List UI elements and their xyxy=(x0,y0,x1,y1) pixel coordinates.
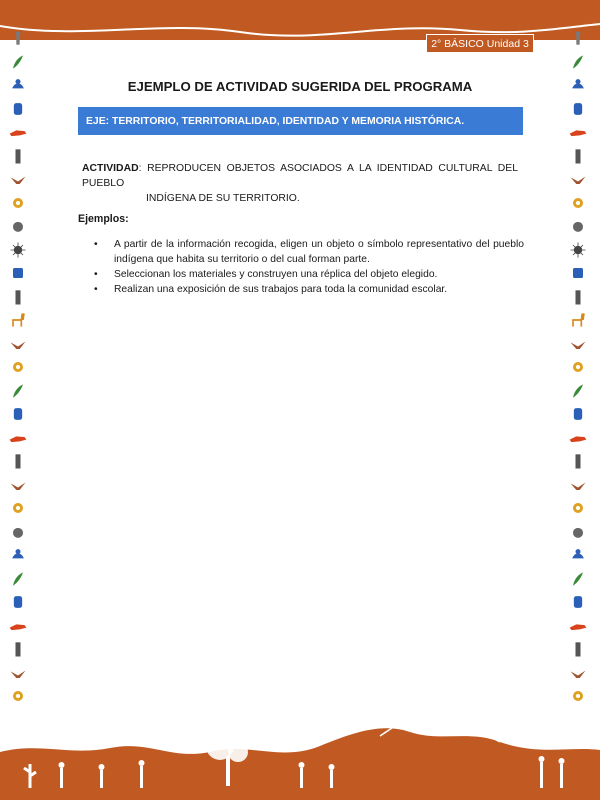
flower-icon xyxy=(6,686,30,706)
bird-icon xyxy=(260,728,272,732)
mask-icon xyxy=(566,592,590,612)
list-item-text: Seleccionan los materiales y construyen una réplica del objeto elegido. xyxy=(114,269,438,280)
fox-icon xyxy=(6,616,30,636)
flower-icon xyxy=(566,686,590,706)
fox-icon xyxy=(6,122,30,142)
bullet-icon: • xyxy=(94,269,98,280)
condor-icon xyxy=(566,169,590,189)
fox-icon xyxy=(566,122,590,142)
condor-icon xyxy=(6,663,30,683)
mask-icon xyxy=(6,404,30,424)
mask-icon xyxy=(566,99,590,119)
totem-icon xyxy=(6,146,30,166)
feather-icon xyxy=(566,569,590,589)
page-title: EJEMPLO DE ACTIVIDAD SUGERIDA DEL PROGRAMA xyxy=(127,79,473,94)
flower-icon xyxy=(6,193,30,213)
examples-title: Ejemplos: xyxy=(78,213,129,225)
pot-icon xyxy=(566,216,590,236)
pot-icon xyxy=(6,216,30,236)
fox-icon xyxy=(566,428,590,448)
bird-icon xyxy=(300,723,310,726)
pot-icon xyxy=(6,522,30,542)
bird-icon xyxy=(566,545,590,565)
feather-icon xyxy=(566,381,590,401)
llama-icon xyxy=(566,310,590,330)
feather-icon xyxy=(6,381,30,401)
flower-icon xyxy=(6,357,30,377)
totem-icon xyxy=(566,451,590,471)
condor-icon xyxy=(6,334,30,354)
bottom-landscape-decoration xyxy=(0,712,600,800)
figure-icon xyxy=(6,28,30,48)
mask-icon xyxy=(566,404,590,424)
activity-text-line1: : REPRODUCEN OBJETOS ASOCIADOS A LA IDENTIDAD CULTURAL DEL PUEBLO xyxy=(82,163,518,189)
activity-text-line2: INDÍGENA DE SU TERRITORIO. xyxy=(146,193,300,204)
fox-icon xyxy=(566,616,590,636)
flower-icon xyxy=(566,357,590,377)
bullet-icon: • xyxy=(94,284,98,295)
flower-icon xyxy=(566,193,590,213)
feather-icon xyxy=(6,52,30,72)
mask-icon xyxy=(6,592,30,612)
figure-icon xyxy=(566,28,590,48)
list-item xyxy=(94,282,524,297)
totem-icon xyxy=(566,639,590,659)
fox-icon xyxy=(6,428,30,448)
examples-list xyxy=(94,237,524,297)
robot-icon xyxy=(6,263,30,283)
axis-banner: EJE: TERRITORIO, TERRITORIALIDAD, IDENTIDAD Y MEMORIA HISTÓRICA. xyxy=(78,107,523,135)
condor-icon xyxy=(6,169,30,189)
totem-icon xyxy=(6,287,30,307)
feather-icon xyxy=(566,52,590,72)
condor-icon xyxy=(566,663,590,683)
bullet-icon: • xyxy=(94,239,98,250)
mask-icon xyxy=(6,99,30,119)
flower-icon xyxy=(566,498,590,518)
flower-icon xyxy=(6,498,30,518)
sun-icon xyxy=(6,240,30,260)
list-item xyxy=(94,237,524,267)
condor-icon xyxy=(566,475,590,495)
totem-icon xyxy=(566,287,590,307)
feather-icon xyxy=(6,569,30,589)
left-decorative-strip xyxy=(6,28,30,718)
condor-icon xyxy=(6,475,30,495)
list-item-text: Realizan una exposición de sus trabajos para toda la comunidad escolar. xyxy=(114,284,448,295)
list-item-text: A partir de la información recogida, eligen un objeto o símbolo representativo del pueblo indígena que habita su territorio o del cual forman parte. xyxy=(114,239,524,265)
unit-badge: 2° BÁSICO Unidad 3 xyxy=(426,34,534,53)
right-decorative-strip xyxy=(566,28,590,718)
totem-icon xyxy=(6,451,30,471)
llama-icon xyxy=(6,310,30,330)
bird-icon xyxy=(6,545,30,565)
totem-icon xyxy=(566,146,590,166)
list-item xyxy=(94,267,524,282)
pot-icon xyxy=(566,522,590,542)
totem-icon xyxy=(6,639,30,659)
sun-icon xyxy=(566,240,590,260)
activity-label: ACTIVIDAD xyxy=(82,163,139,174)
activity-block xyxy=(82,161,518,206)
condor-icon xyxy=(566,334,590,354)
robot-icon xyxy=(566,263,590,283)
